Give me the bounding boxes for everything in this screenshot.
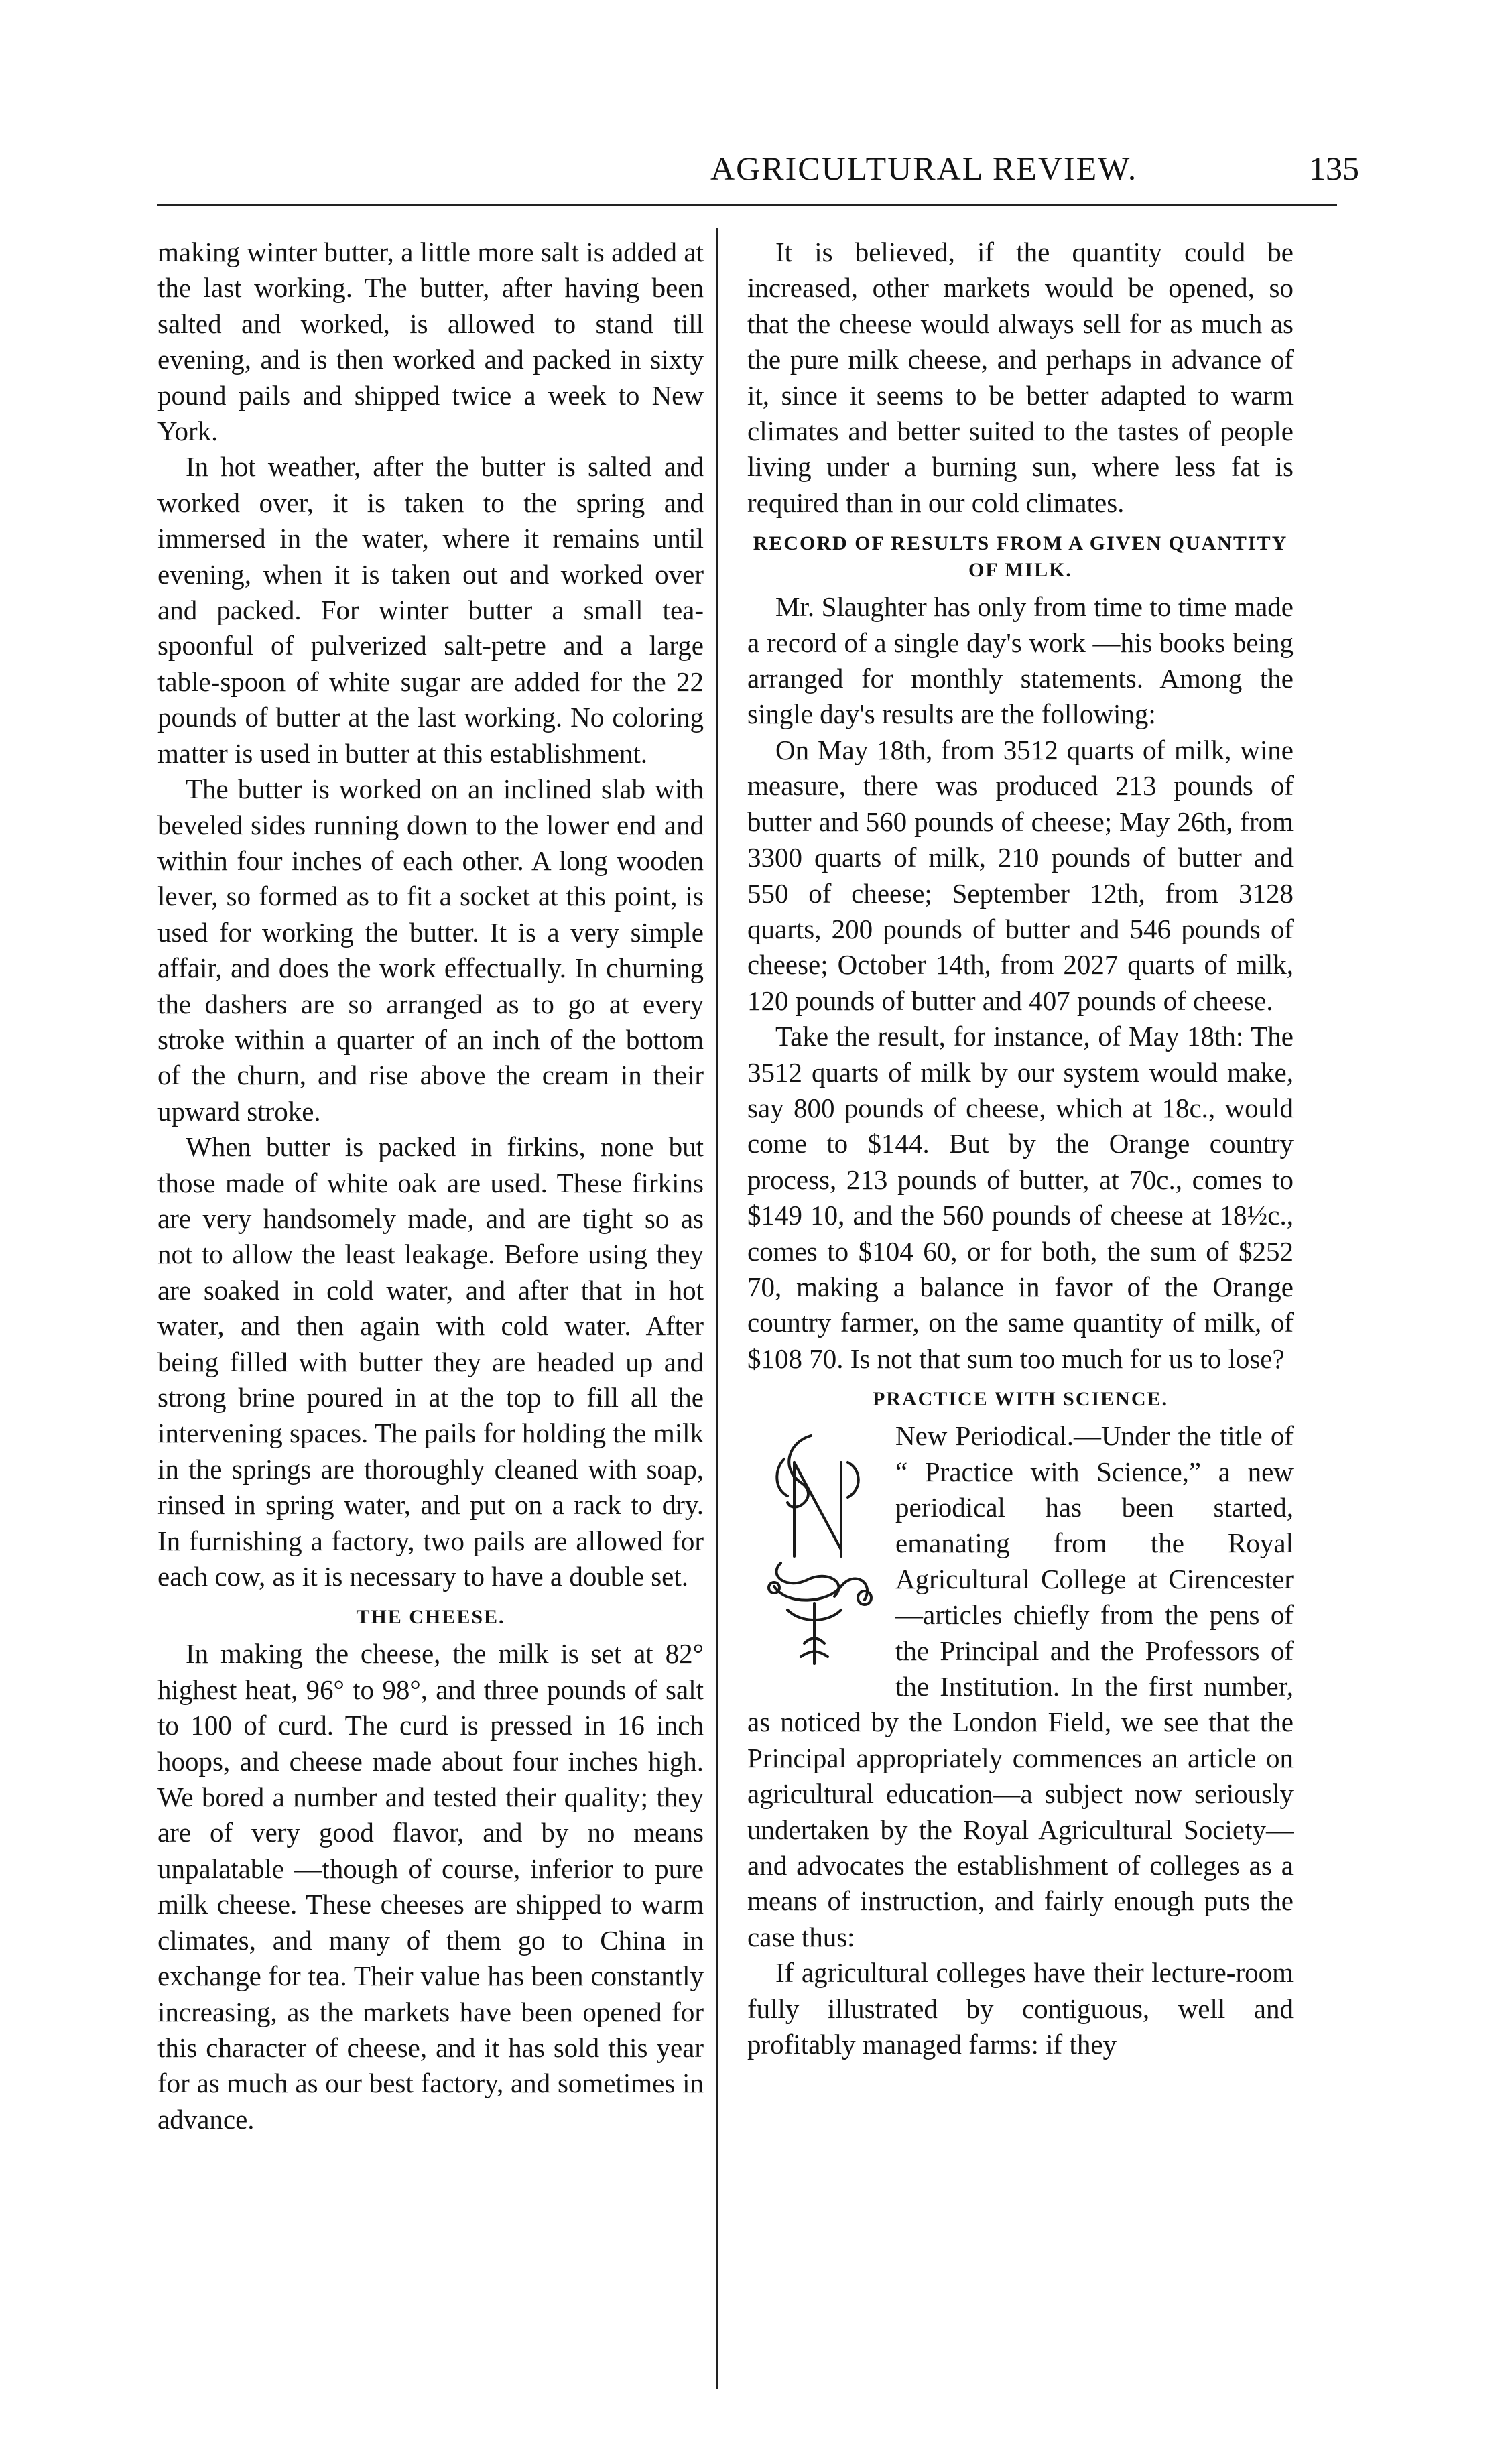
paragraph: When butter is packed in firkins, none but those made of white oak are used. These firkins are very handsomely made, and are tight so as not to allow the least leakage. Before using they are soaked in cold water, and after that in hot water, and then again with cold water. After being filled with butter they are headed up and strong brine poured in at the top to fill all the intervening spaces. The pails for holding the milk in the springs are thoroughly cleaned with soap, rinsed in spring water, and put on a rack to dry. In furnishing a factory, two pails are allowed for each cow, as it is necessary to have a double set. xyxy=(158,1131,704,1592)
header-rule xyxy=(158,204,1337,206)
left-column xyxy=(158,235,704,2137)
paragraph: In hot weather, after the butter is salted and worked over, it is taken to the spring and immersed in the water, where it remains until evening, when it is taken out and worked over and packed. For winter butter a small tea-spoonful of pulverized salt-petre and a large table-spoon of white sugar are added for the 22 pounds of butter at the last working. No coloring matter is used in butter at this establishment. xyxy=(158,451,704,769)
right-column xyxy=(747,235,1294,2063)
paragraph: If agricultural colleges have their lecture-room fully illustrated by contiguous, well and profitably managed farms: if they xyxy=(747,1957,1294,2060)
ornamental-initial-n-icon xyxy=(747,1422,885,1670)
column-divider xyxy=(716,228,718,2389)
paragraph: New Periodical.—Under the title of “ Practice with Science,” a new periodical has been started, emanating from the Royal Agricultural College at Cirencester—articles chiefly from the pens of the Principal and the Professors of the Institution. In the first number, as noticed by the London Field, we see that the Principal appropriately commences an article on agricultural education—a subject now seriously undertaken by the Royal Agricultural Society—and advocates the establishment of colleges as a means of instruction, and fairly enough puts the case thus: xyxy=(747,1420,1294,1952)
paragraph: On May 18th, from 3512 quarts of milk, wine measure, there was produced 213 pounds of butter and 560 pounds of cheese; May 26th, from 3300 quarts of milk, 210 pounds of butter and 550 of cheese; September 12th, from 3128 quarts, 200 pounds of butter and 546 pounds of cheese; October 14th, from 2027 quarts of milk, 120 pounds of butter and 407 pounds of cheese. xyxy=(747,734,1294,1016)
ornamented-paragraph xyxy=(747,1418,1294,1955)
paragraph: The butter is worked on an inclined slab with beveled sides running down to the lower end and within four inches of each other. A long wooden lever, so formed as to fit a socket at this point, is used for working the butter. It is a very simple affair, and does the work effectually. In churning the dashers are so arranged as to go at every stroke within a quarter of an inch of the bottom of the churn, and rise above the cream in their upward stroke. xyxy=(158,773,704,1127)
paragraph: Mr. Slaughter has only from time to time made a record of a single day's work —his books being arranged for monthly statements. Among the single day's results are the following: xyxy=(747,591,1294,730)
paragraph: In making the cheese, the milk is set at 82° highest heat, 96° to 98°, and three pounds of salt to 100 of curd. The curd is pressed in 16 inch hoops, and cheese made about four inches high. We bored a number and tested their quality; they are of very good flavor, and by no means unpalatable —though of course, inferior to pure milk cheese. These cheeses are shipped to warm climates, and many of them go to China in exchange for tea. Their value has been constantly increasing, as the markets have been opened for this character of cheese, and it has sold this year for as much as our best factory, and sometimes in advance. xyxy=(158,1638,704,2135)
section-heading-practice: PRACTICE WITH SCIENCE. xyxy=(872,1388,1169,1411)
section-heading-record: RECORD OF RESULTS FROM A GIVEN QUANTITY OF MILK. xyxy=(753,532,1288,582)
paragraph: making winter butter, a little more salt is added at the last working. The butter, after having been salted and worked, is allowed to stand till evening, and is then worked and packed in sixty pound pails and shipped twice a week to New York. xyxy=(158,237,704,447)
section-heading-cheese: THE CHEESE. xyxy=(356,1606,505,1629)
page-number: 135 xyxy=(1309,149,1359,187)
paragraph: Take the result, for instance, of May 18th: The 3512 quarts of milk by our system would make, say 800 pounds of cheese, which at 18c., would come to $144. But by the Orange country process, 213 pounds of butter, at 70c., comes to $149 10, and the 560 pounds of cheese at 18½c., comes to $104 60, or for both, the sum of $252 70, making a balance in favor of the Orange country farmer, on the same quantity of milk, of $108 70. Is not that sum too much for us to lose? xyxy=(747,1021,1294,1374)
running-title: AGRICULTURAL REVIEW. xyxy=(710,149,1138,187)
paragraph: It is believed, if the quantity could be increased, other markets would be opened, so that the cheese would always sell for as much as the pure milk cheese, and perhaps in advance of it, since it seems to be better adapted to warm climates and better suited to the tastes of people living under a burning sun, where less fat is required than in our cold climates. xyxy=(747,237,1294,518)
